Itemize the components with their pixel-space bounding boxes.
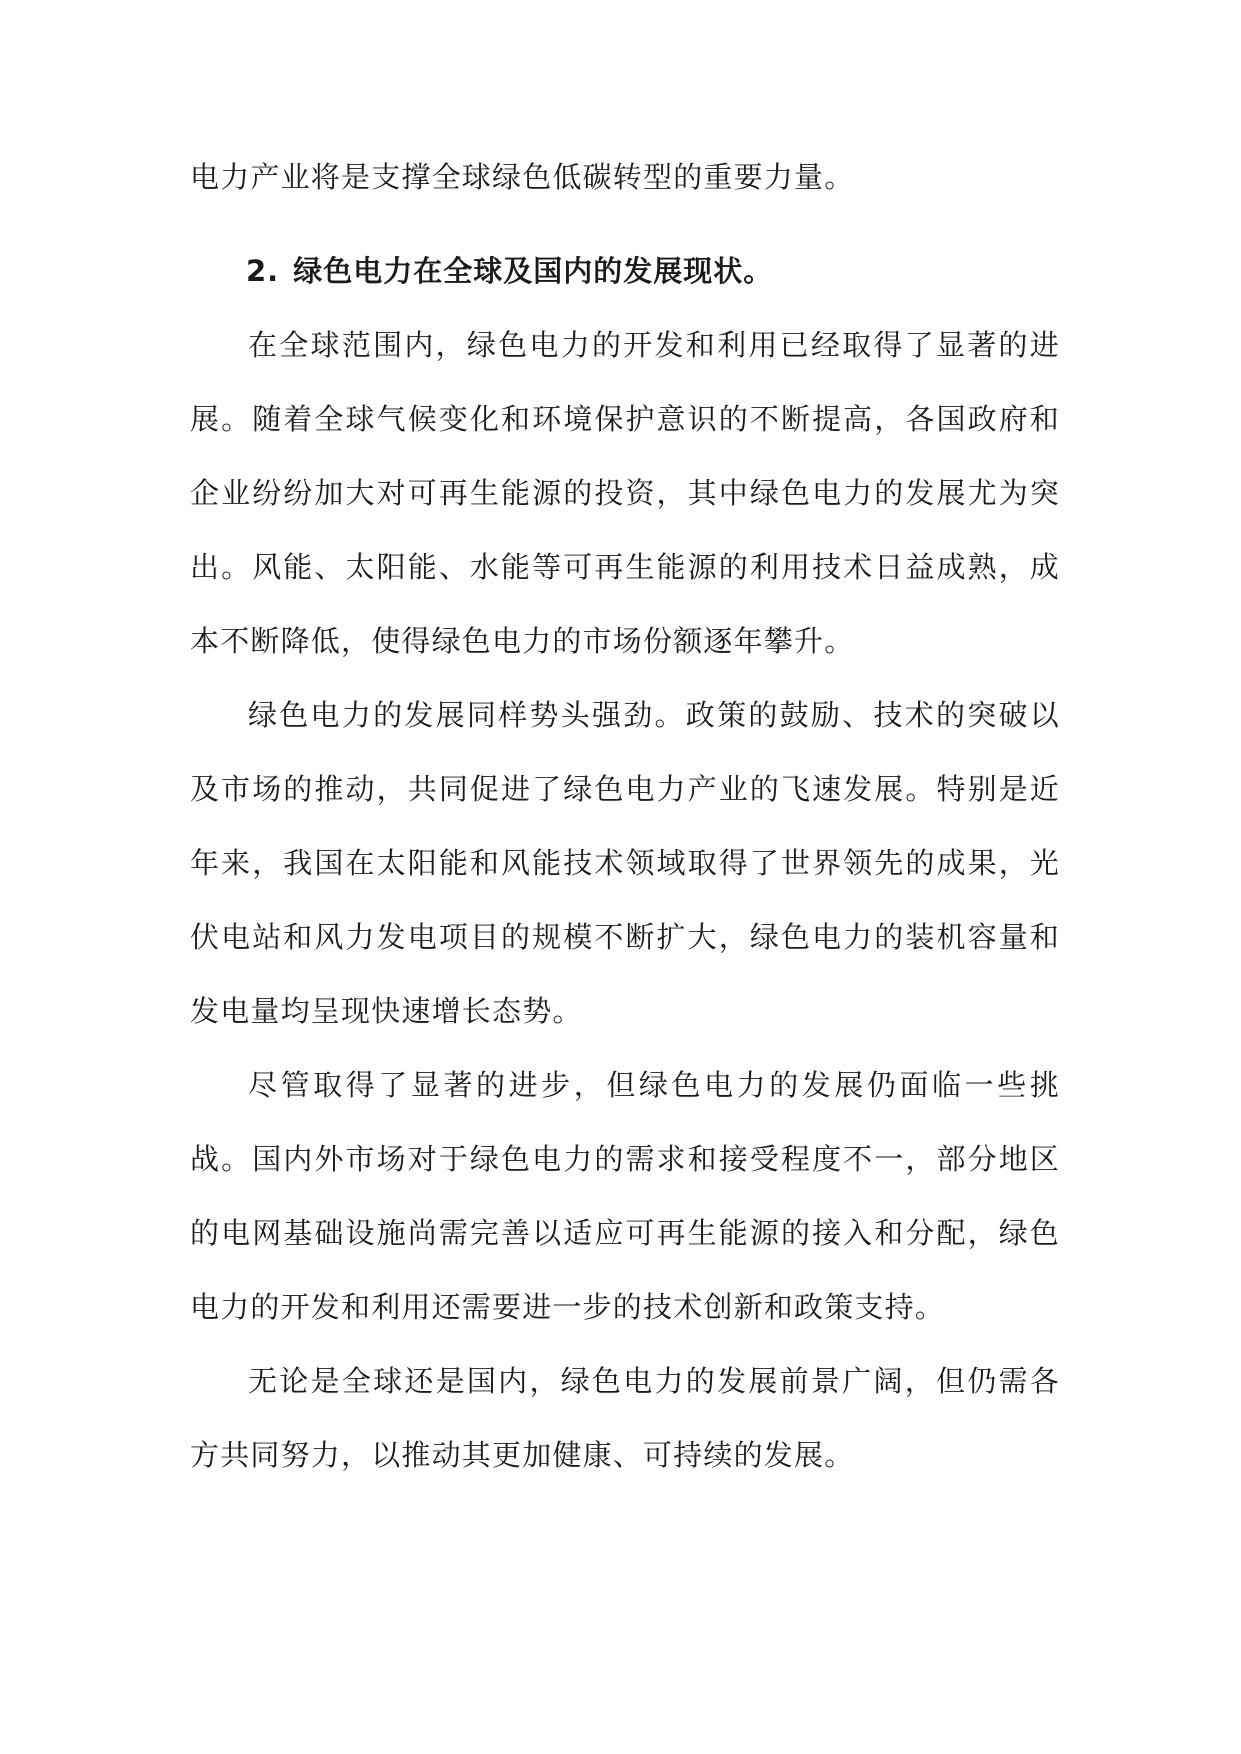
section-heading [190,234,1060,308]
paragraph-global-progress: 在全球范围内，绿色电力的开发和利用已经取得了显著的进展。随着全球气候变化和环境保护意识的不断提高，各国政府和企业纷纷加大对可再生能源的投资，其中绿色电力的发展尤为突出。风能、太阳能、水能等可再生能源的利用技术日益成熟，成本不断降低，使得绿色电力的市场份额逐年攀升。 [190,328,1060,658]
paragraph-outlook: 无论是全球还是国内，绿色电力的发展前景广阔，但仍需各方共同努力，以推动其更加健康、可持续的发展。 [190,1364,1060,1472]
lead-paragraph: 电力产业将是支撑全球绿色低碳转型的重要力量。 [190,160,855,194]
paragraph-challenges: 尽管取得了显著的进步，但绿色电力的发展仍面临一些挑战。国内外市场对于绿色电力的需求和接受程度不一，部分地区的电网基础设施尚需完善以适应可再生能源的接入和分配，绿色电力的开发和利用还需要进一步的技术创新和政策支持。 [190,1068,1060,1324]
section-number: 2. [246,254,280,288]
document-body [190,140,1060,1492]
section-title: 绿色电力在全球及国内的发展现状。 [293,254,774,288]
paragraph-domestic-growth: 绿色电力的发展同样势头强劲。政策的鼓励、技术的突破以及市场的推动，共同促进了绿色电力产业的飞速发展。特别是近年来，我国在太阳能和风能技术领域取得了世界领先的成果，光伏电站和风力发电项目的规模不断扩大，绿色电力的装机容量和发电量均呈现快速增长态势。 [190,698,1060,1028]
